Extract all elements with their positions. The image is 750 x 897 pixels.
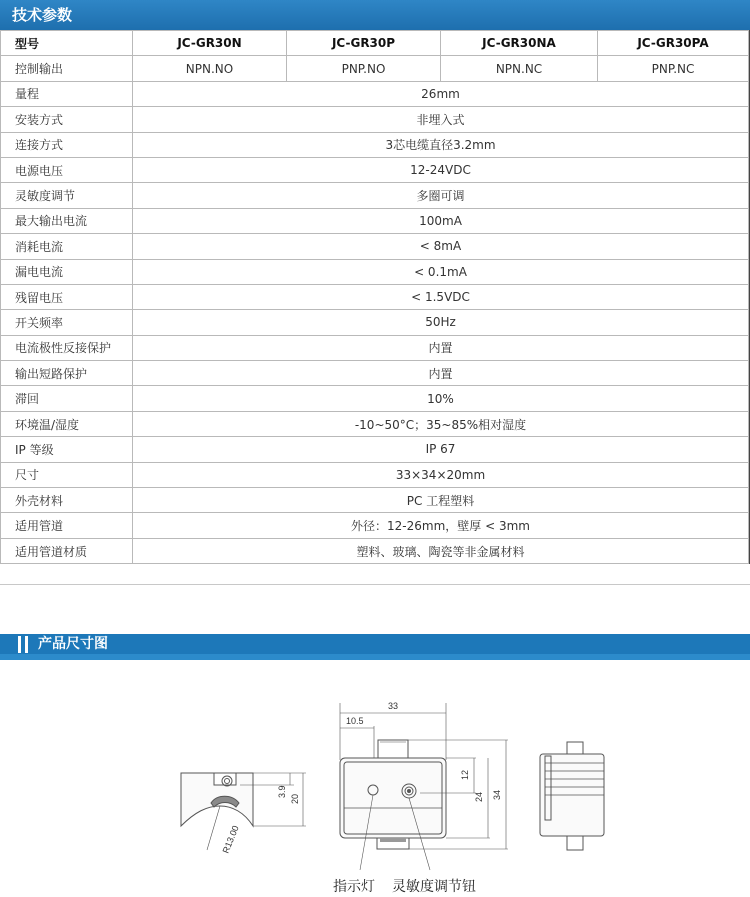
row-label: 量程 — [1, 81, 133, 106]
right-view — [540, 742, 604, 850]
row-value: IP 67 — [133, 437, 749, 462]
header-marks — [18, 636, 32, 657]
dimension-drawing — [0, 660, 750, 897]
row-label: 环境温/湿度 — [1, 411, 133, 436]
row-value: 33×34×20mm — [133, 462, 749, 487]
table-row — [1, 157, 750, 182]
row-label: 输出短路保护 — [1, 361, 133, 386]
row-value: 26mm — [133, 81, 749, 106]
row-label: 滞回 — [1, 386, 133, 411]
row-value: < 0.1mA — [133, 259, 749, 284]
table-row-output — [1, 56, 750, 81]
table-row — [1, 335, 750, 360]
model-cell: JC-GR30NA — [441, 31, 598, 56]
row-value: < 1.5VDC — [133, 284, 749, 309]
output-cell: PNP.NO — [287, 56, 441, 81]
row-label: 尺寸 — [1, 462, 133, 487]
dimensions-header — [0, 634, 750, 660]
row-label: 残留电压 — [1, 284, 133, 309]
row-value: 非埋入式 — [133, 107, 749, 132]
spec-title: 技术参数 — [0, 0, 750, 30]
row-value: 塑料、玻璃、陶瓷等非金属材料 — [133, 538, 749, 563]
dim-label-width-offset: 10.5 — [346, 716, 364, 726]
table-row — [1, 107, 750, 132]
spec-table — [0, 30, 750, 564]
row-label: 开关频率 — [1, 310, 133, 335]
front-view — [340, 703, 508, 870]
table-row — [1, 538, 750, 563]
header-mark — [18, 636, 21, 653]
row-value: < 8mA — [133, 234, 749, 259]
output-cell: PNP.NC — [598, 56, 749, 81]
table-row — [1, 386, 750, 411]
row-value: 3芯电缆直径3.2mm — [133, 132, 749, 157]
table-row — [1, 513, 750, 538]
dim-label-height-mid: 24 — [474, 791, 484, 802]
row-label: 最大输出电流 — [1, 208, 133, 233]
dim-label-height-total: 34 — [492, 789, 502, 800]
table-row — [1, 234, 750, 259]
table-row — [1, 208, 750, 233]
header-mark — [25, 636, 28, 653]
table-row — [1, 462, 750, 487]
table-row — [1, 183, 750, 208]
sensitivity-callout: 灵敏度调节钮 — [392, 879, 476, 895]
row-value: 12-24VDC — [133, 157, 749, 182]
row-label: 外壳材料 — [1, 488, 133, 513]
model-cell: JC-GR30P — [287, 31, 441, 56]
dim-label-width-total: 33 — [388, 701, 399, 711]
table-row — [1, 132, 750, 157]
row-label: 型号 — [1, 31, 133, 56]
row-value: 100mA — [133, 208, 749, 233]
output-cell: NPN.NC — [441, 56, 598, 81]
row-label: IP 等级 — [1, 437, 133, 462]
table-row — [1, 259, 750, 284]
dim-label-height-upper: 12 — [460, 769, 470, 780]
table-row — [1, 411, 750, 436]
row-value: 多圈可调 — [133, 183, 749, 208]
table-row-model — [1, 31, 750, 56]
side-view — [181, 773, 306, 850]
indicator-callout: 指示灯 — [333, 879, 375, 895]
row-label: 消耗电流 — [1, 234, 133, 259]
row-label: 电源电压 — [1, 157, 133, 182]
table-row — [1, 361, 750, 386]
row-label: 漏电电流 — [1, 259, 133, 284]
row-label: 控制输出 — [1, 56, 133, 81]
dimensions-title: 产品尺寸图 — [38, 636, 108, 652]
table-row — [1, 284, 750, 309]
dim-label-radius: R13.00 — [220, 824, 241, 855]
row-label: 电流极性反接保护 — [1, 335, 133, 360]
row-value: PC 工程塑料 — [133, 488, 749, 513]
row-label: 灵敏度调节 — [1, 183, 133, 208]
table-row — [1, 310, 750, 335]
dim-label-side-total: 20 — [290, 793, 300, 804]
row-value: 内置 — [133, 335, 749, 360]
row-value: 50Hz — [133, 310, 749, 335]
table-row — [1, 488, 750, 513]
dim-label-side-small: 3.9 — [277, 785, 287, 798]
model-cell: JC-GR30PA — [598, 31, 749, 56]
row-label: 适用管道 — [1, 513, 133, 538]
row-value: 内置 — [133, 361, 749, 386]
model-cell: JC-GR30N — [133, 31, 287, 56]
table-row — [1, 437, 750, 462]
row-value: -10~50°C；35~85%相对湿度 — [133, 411, 749, 436]
table-row — [1, 81, 750, 106]
row-label: 连接方式 — [1, 132, 133, 157]
header-bar — [0, 634, 750, 654]
row-value: 外径：12-26mm，壁厚 < 3mm — [133, 513, 749, 538]
output-cell: NPN.NO — [133, 56, 287, 81]
row-label: 安装方式 — [1, 107, 133, 132]
section-divider — [0, 584, 750, 585]
row-value: 10% — [133, 386, 749, 411]
row-label: 适用管道材质 — [1, 538, 133, 563]
